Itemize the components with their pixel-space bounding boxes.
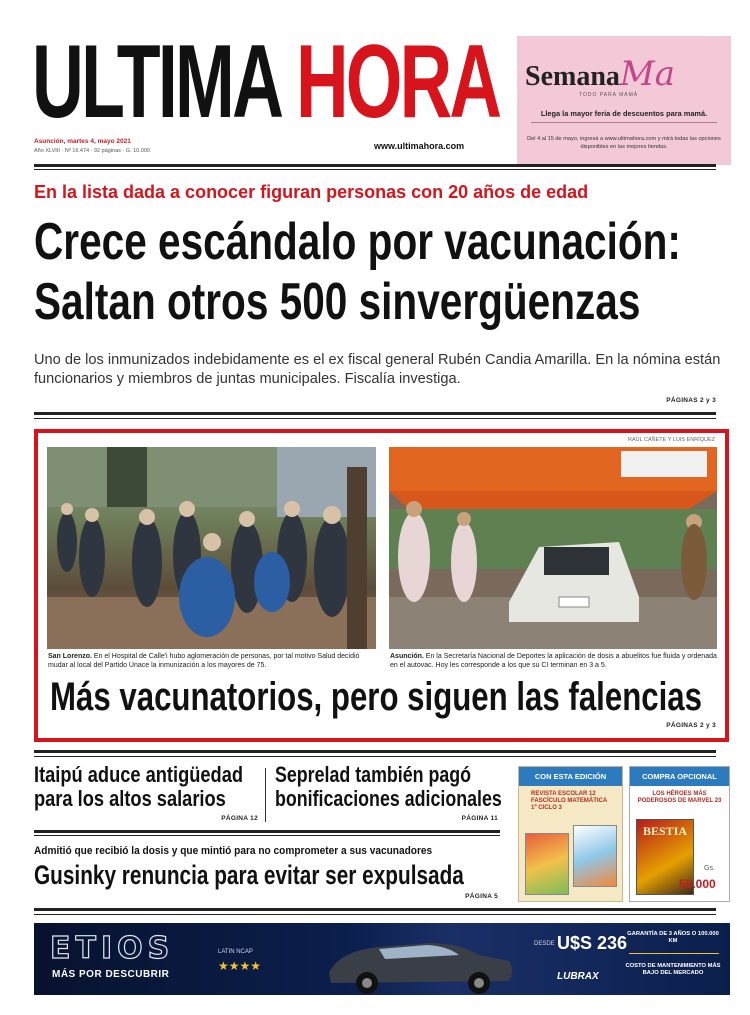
main-rule-thin: [34, 418, 716, 419]
masthead-title-hora: HORA: [296, 24, 500, 140]
magazine-cover-2: [573, 825, 617, 887]
optional-item1: LOS HÉROES MÁS: [652, 791, 707, 797]
ad-price: U$S 236: [557, 933, 628, 953]
main-kicker: En la lista dada a conocer figuran personas con 20 años de edad: [34, 182, 589, 202]
brief-seprelad-line2: bonificaciones adicionales: [275, 786, 502, 811]
ad-tagline: MÁS POR DESCUBRIR: [52, 969, 170, 980]
gusinky-headline[interactable]: [34, 860, 514, 890]
ad-stars: ★★★★: [218, 959, 262, 973]
promo-brand-script: Ma: [619, 54, 675, 94]
autovac-illustration: [389, 447, 717, 649]
photo-credit: RAÚL CAÑETE Y LUIS ENRÍQUEZ: [627, 437, 715, 443]
gusinky-kicker: Admitió que recibió la dosis y que mintió para no comprometer a sus vacunadores: [34, 845, 433, 857]
masthead-rule: [34, 164, 716, 167]
brief-itaipu-line2: para los altos salarios: [34, 786, 226, 811]
ad-price-prefix: DESDE: [534, 941, 555, 947]
ad-maintenance: COSTO DE MANTENIMIENTO MÁS BAJO DEL MERCADO: [625, 963, 721, 976]
photo-story-pages[interactable]: PÁGINAS 2 y 3: [666, 722, 716, 729]
photo-story-headline[interactable]: [50, 674, 730, 720]
brief-rule-thin: [34, 835, 500, 836]
promo-details: Del 4 al 15 de mayo, ingresá a www.ultimahora.com y mirá todas las opciones disponibles en las mejores tiendas.: [527, 136, 721, 150]
main-pages[interactable]: PÁGINAS 2 y 3: [666, 397, 716, 404]
caption-asuncion-place: Asunción.: [390, 653, 424, 660]
bottom-rule-thin: [34, 914, 716, 915]
brief-divider: [265, 768, 266, 822]
edition-label: CON ESTA EDICIÓN: [519, 767, 622, 786]
optional-label: COMPRA OPCIONAL: [630, 767, 729, 786]
crowd-illustration: [47, 447, 376, 649]
section-rule-thin: [34, 756, 716, 757]
caption-san-lorenzo-text: En el Hospital de Calle'i hubo aglomeración de personas, por tal motivo Salud decidió mudar al local del Partido Unace la inmunización a los mayores de 75.: [48, 653, 360, 669]
section-rule: [34, 750, 716, 753]
optional-item2: PODEROSOS DE MARVEL 23: [637, 798, 722, 804]
etios-ad[interactable]: [34, 923, 730, 995]
bottom-rule: [34, 908, 716, 911]
ad-warranty: GARANTÍA DE 3 AÑOS O 100.000 KM: [627, 931, 719, 944]
photo-san-lorenzo[interactable]: [47, 447, 376, 649]
main-rule: [34, 412, 716, 415]
ad-divider: [629, 953, 719, 954]
caption-san-lorenzo-place: San Lorenzo.: [48, 653, 92, 660]
main-deck: Uno de los inmunizados indebidamente es el ex fiscal general Rubén Candia Amarilla. En la nómina están funcionarios y miembros de juntas municipales. Fiscalía investiga.: [34, 352, 721, 387]
book-title: BESTIA: [642, 824, 688, 838]
masthead-rule-thin: [34, 169, 716, 170]
car-illustration: [319, 931, 519, 995]
main-headline-line2: Saltan otros 500 sinvergüenzas: [34, 273, 641, 331]
caption-asuncion: [390, 652, 717, 670]
edition-box[interactable]: [518, 766, 623, 902]
ad-ncap: LATIN NCAP: [218, 949, 253, 955]
promo-brand-text: Semana: [525, 61, 620, 92]
ad-sponsor: LUBRAX: [557, 971, 599, 982]
promo-divider: [531, 122, 717, 123]
promo-brand: [525, 54, 675, 94]
main-headline-line1: Crece escándalo por vacunación:: [34, 213, 681, 271]
promo-box[interactable]: [517, 36, 731, 165]
masthead-title-ultima: ULTIMA: [32, 24, 282, 140]
optional-box[interactable]: [629, 766, 730, 902]
optional-price: 50.000: [679, 877, 716, 891]
gusinky-headline-text: Gusinky renuncia para evitar ser expulsada: [34, 860, 464, 890]
edition-item1: REVISTA ESCOLAR 12: [531, 791, 596, 797]
brief-itaipu-line1: Itaipú aduce antigüedad: [34, 762, 244, 787]
brief-rule: [34, 830, 500, 833]
edition-item2: FASCÍCULO MATEMÁTICA: [531, 798, 608, 804]
gusinky-page[interactable]: PÁGINA 5: [465, 893, 498, 900]
magazine-cover-1: [525, 833, 569, 895]
edition-item3: 1º CICLO 3: [531, 805, 562, 811]
brief-seprelad[interactable]: [275, 764, 510, 810]
brief-seprelad-line1: Seprelad también pagó: [275, 762, 472, 787]
main-headline[interactable]: [34, 214, 734, 330]
masthead-website[interactable]: www.ultimahora.com: [374, 141, 465, 151]
ad-brand: ETIOS: [50, 931, 175, 966]
masthead-edition: Año XLVIII · Nº 16.474 · 92 páginas · G. 10.000: [34, 148, 150, 154]
photo-story-headline-text: Más vacunatorios, pero siguen las falencias: [50, 675, 702, 719]
brief-itaipu[interactable]: [34, 764, 266, 810]
brief-itaipu-page[interactable]: PÁGINA 12: [221, 815, 258, 822]
photo-asuncion[interactable]: [389, 447, 717, 649]
promo-headline: Llega la mayor feria de descuentos para mamá.: [540, 109, 708, 118]
optional-price-label: Gs.: [704, 865, 715, 872]
masthead-date: Asunción, martes 4, mayo 2021: [34, 138, 131, 145]
caption-asuncion-text: En la Secretaría Nacional de Deportes la aplicación de dosis a abuelitos fue fluida y ordenada en el autovac. Hoy les corresponde a los que su CI terminan en 3 a 5.: [390, 653, 717, 669]
brief-seprelad-page[interactable]: PÁGINA 11: [461, 815, 498, 822]
caption-san-lorenzo: [48, 652, 376, 670]
promo-tagline: TODO PARA MAMÁ: [579, 92, 639, 98]
